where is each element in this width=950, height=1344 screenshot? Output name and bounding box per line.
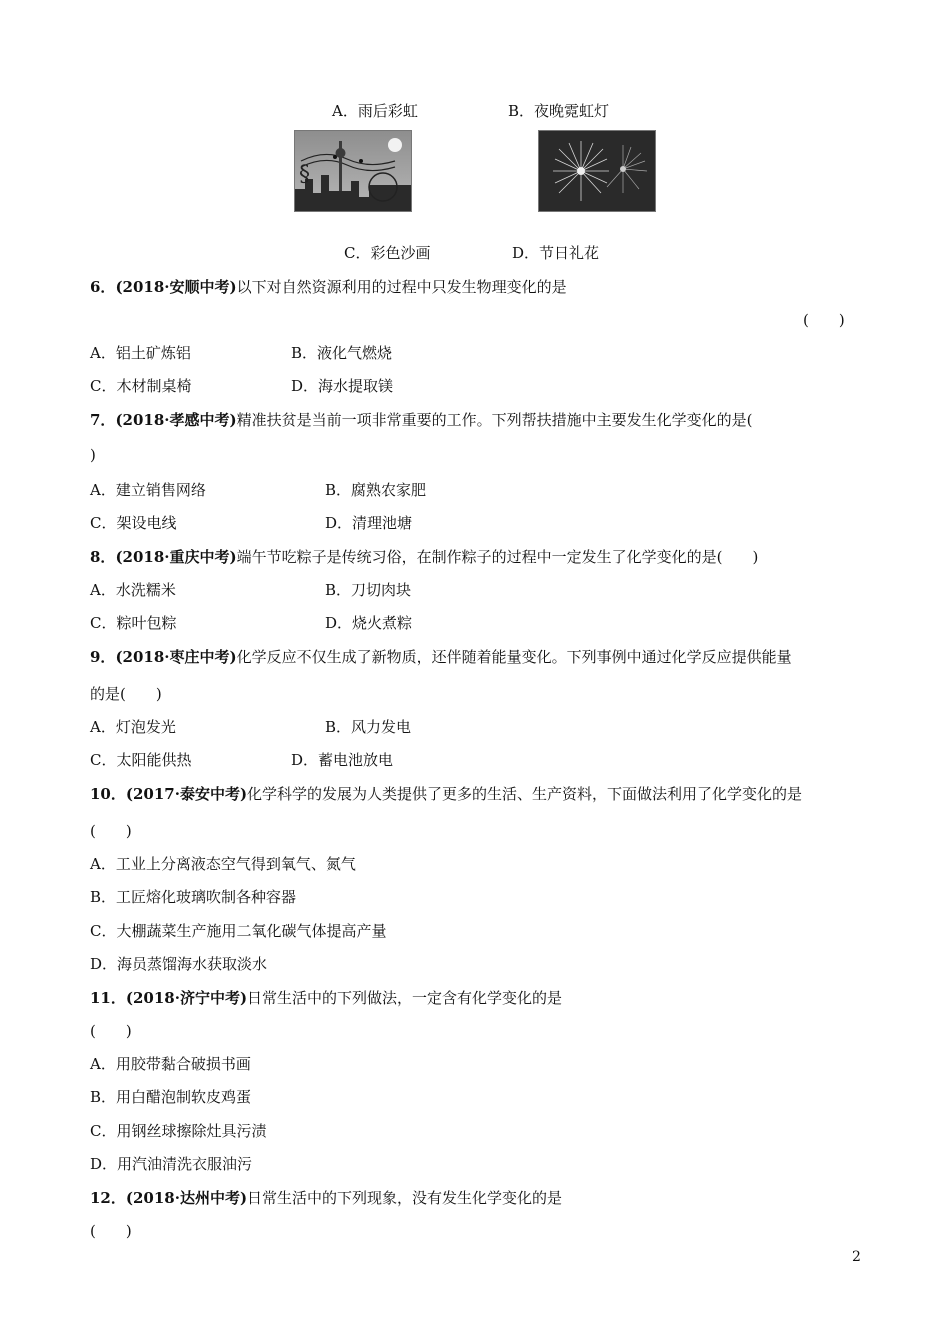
question-number: 9． — [90, 648, 116, 666]
question-source: (2018·达州中考) — [125, 1189, 248, 1207]
question-source: (2018·济宁中考) — [125, 989, 248, 1007]
option: A．建立销售网络 — [90, 481, 206, 499]
question-source: (2018·孝感中考) — [115, 411, 237, 429]
option: B．刀切肉块 — [325, 581, 412, 599]
question-continuation: 的是( ) — [90, 685, 162, 703]
option: B．用白醋泡制软皮鸡蛋 — [90, 1088, 252, 1106]
option-b-neon: B．夜晚霓虹灯 — [508, 102, 610, 120]
option: A．灯泡发光 — [90, 718, 176, 736]
option: A．水洗糯米 — [90, 581, 176, 599]
question-11 — [90, 987, 562, 1008]
question-number: 7． — [90, 411, 116, 429]
question-source: (2017·泰安中考) — [125, 785, 248, 803]
question-number: 12． — [90, 1189, 126, 1207]
option: B．液化气燃烧 — [291, 344, 393, 362]
question-continuation: ( ) — [90, 1222, 132, 1240]
question-text: 端午节吃粽子是传统习俗，在制作粽子的过程中一定发生了化学变化的是( ) — [236, 548, 759, 566]
option: A．工业上分离液态空气得到氧气、氮气 — [90, 855, 356, 873]
question-9 — [90, 646, 792, 667]
option: A．用胶带黏合破损书画 — [90, 1055, 251, 1073]
question-text: 化学科学的发展为人类提供了更多的生活、生产资料，下面做法利用了化学变化的是 — [247, 785, 803, 803]
option: D．烧火煮粽 — [325, 614, 413, 632]
question-text: 精准扶贫是当前一项非常重要的工作。下列帮扶措施中主要发生化学变化的是( — [236, 411, 753, 429]
question-12 — [90, 1187, 562, 1208]
fireworks-image — [538, 130, 656, 212]
svg-text:§: § — [299, 162, 310, 187]
question-text: 日常生活中的下列现象，没有发生化学变化的是 — [247, 1189, 563, 1207]
question-number: 6． — [90, 278, 116, 296]
option: C．架设电线 — [90, 514, 177, 532]
option: D．海水提取镁 — [291, 377, 394, 395]
option: D．海员蒸馏海水获取淡水 — [90, 955, 268, 973]
option-a-rainbow: A．雨后彩虹 — [332, 102, 418, 120]
question-6 — [90, 276, 567, 297]
answer-bracket: ( ) — [803, 311, 845, 329]
question-continuation: ( ) — [90, 822, 132, 840]
question-source: (2018·安顺中考) — [115, 278, 237, 296]
question-number: 8． — [90, 548, 116, 566]
sand-painting-image — [294, 130, 412, 212]
question-source: (2018·重庆中考) — [115, 548, 237, 566]
option: C．用钢丝球擦除灶具污渍 — [90, 1122, 267, 1140]
question-10 — [90, 783, 802, 804]
question-text: 日常生活中的下列做法，一定含有化学变化的是 — [247, 989, 563, 1007]
question-text: 以下对自然资源利用的过程中只发生物理变化的是 — [236, 278, 567, 296]
option: B．工匠熔化玻璃吹制各种容器 — [90, 888, 297, 906]
option: D．用汽油清洗衣服油污 — [90, 1155, 253, 1173]
question-8 — [90, 546, 758, 567]
option: A．铝土矿炼铝 — [90, 344, 191, 362]
option: D．蓄电池放电 — [291, 751, 394, 769]
question-text: 化学反应不仅生成了新物质，还伴随着能量变化。下列事例中通过化学反应提供能量 — [236, 648, 792, 666]
page-number: 2 — [852, 1249, 861, 1265]
question-continuation: ) — [90, 446, 96, 464]
option: C．粽叶包粽 — [90, 614, 177, 632]
option: C．大棚蔬菜生产施用二氧化碳气体提高产量 — [90, 922, 387, 940]
question-number: 11． — [90, 989, 126, 1007]
question-7 — [90, 409, 752, 430]
question-continuation: ( ) — [90, 1022, 132, 1040]
option: B．风力发电 — [325, 718, 412, 736]
question-source: (2018·枣庄中考) — [115, 648, 237, 666]
option: B．腐熟农家肥 — [325, 481, 427, 499]
option: D．清理池塘 — [325, 514, 413, 532]
option-c-sand-painting: C．彩色沙画 — [344, 244, 431, 262]
option: C．太阳能供热 — [90, 751, 192, 769]
question-number: 10． — [90, 785, 126, 803]
option-d-fireworks: D．节日礼花 — [512, 244, 600, 262]
option: C．木材制桌椅 — [90, 377, 192, 395]
